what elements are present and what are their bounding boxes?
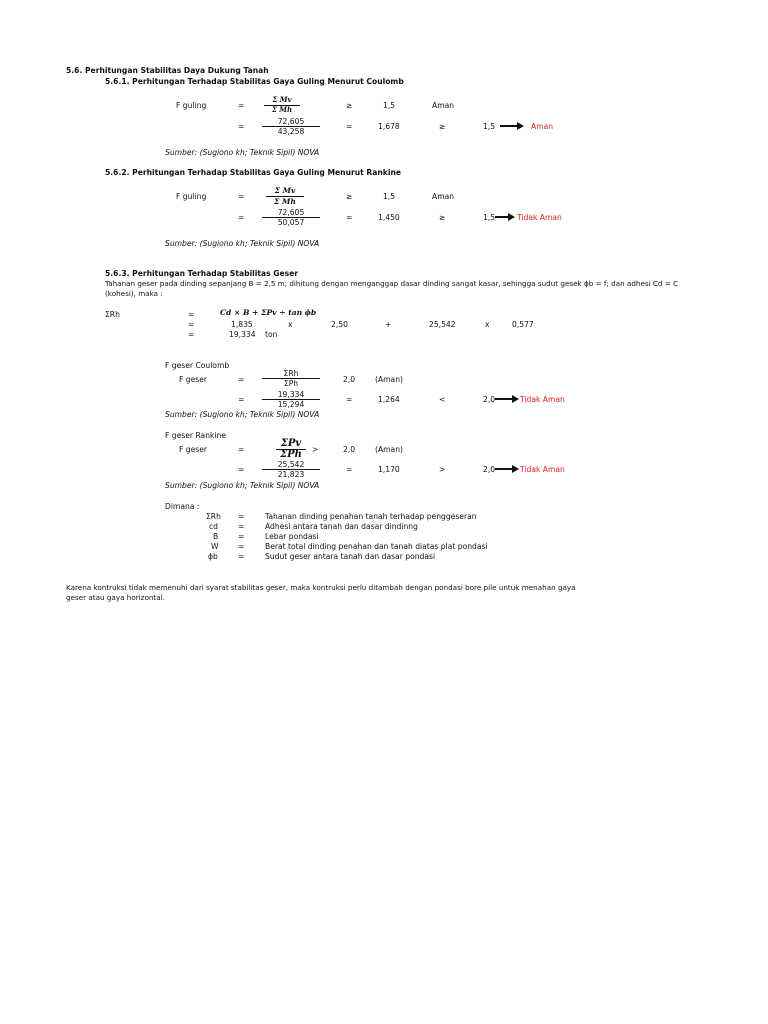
equals-sign: = (238, 552, 245, 561)
equals-sign: = (346, 122, 353, 131)
rh-label: ƩRh (105, 310, 120, 319)
equals-sign: = (346, 395, 353, 404)
operator-times: x (288, 320, 293, 329)
equals-sign: = (238, 512, 245, 521)
equals-sign: = (188, 320, 195, 329)
source-note: Sumber: (Sugiono kh; Teknik Sipil) NOVA (165, 481, 320, 490)
operator-plus: + (385, 320, 392, 329)
numerator-value: 19,334 (277, 390, 305, 399)
greater-than-sign: > (439, 465, 446, 474)
value-pv: 25,542 (429, 320, 456, 329)
status-text: Aman (432, 101, 455, 110)
limit-value: 1,5 (383, 101, 396, 110)
legend-description: Tahanan dinding penahan tanah terhadap penggeseran (265, 512, 477, 521)
numerator-symbol: ƩRh (283, 369, 299, 378)
f-guling-label: F guling (176, 101, 207, 110)
less-than-sign: < (439, 395, 446, 404)
numerator-symbol: ΣPv (280, 438, 302, 449)
denominator-symbol: ƩPh (283, 379, 299, 388)
ge-sign: ≥ (439, 122, 446, 131)
f-guling-label: F guling (176, 192, 207, 201)
status-badge-tidak-aman: Tidak Aman (520, 395, 565, 404)
denominator-value: 21,823 (277, 470, 305, 479)
arrow-right-icon (499, 121, 525, 131)
page-heading: 5.6. Perhitungan Stabilitas Daya Dukung Tanah (66, 66, 269, 75)
ge-sign: ≥ (346, 192, 353, 201)
limit-value: 2,0 (483, 465, 496, 474)
source-note: Sumber: (Sugiono kh; Teknik Sipil) NOVA (165, 410, 320, 419)
arrow-right-icon (494, 464, 520, 474)
greater-than-sign: > (312, 445, 319, 454)
rh-formula: Cd × B + ΣPv ÷ tan ɸb (220, 308, 317, 317)
equals-sign: = (238, 465, 245, 474)
section-title-geser: 5.6.3. Perhitungan Terhadap Stabilitas Geser (105, 269, 299, 278)
section-title-coulomb-guling: 5.6.1. Perhitungan Terhadap Stabilitas Gaya Guling Menurut Coulomb (105, 77, 404, 86)
limit-value: 2,0 (483, 395, 496, 404)
operator-times: x (485, 320, 490, 329)
denominator-symbol: ΣPh (280, 449, 302, 460)
numerator-value: 72,605 (277, 117, 305, 126)
numerator-symbol: Σ Mv (272, 95, 292, 104)
source-note: Sumber: (Sugiono kh; Teknik Sipil) NOVA (165, 148, 320, 157)
dimana-title: Dimana : (165, 502, 200, 511)
coulomb-title: F geser Coulomb (165, 361, 230, 370)
equals-sign: = (188, 310, 195, 319)
denominator-value: 15,294 (277, 400, 305, 409)
legend-symbol: B (213, 532, 219, 541)
f-geser-label: F geser (179, 375, 208, 384)
f-geser-label: F geser (179, 445, 208, 454)
status-text: (Aman) (375, 445, 403, 454)
limit-value: 2,0 (343, 445, 356, 454)
legend-description: Lebar pondasi (265, 532, 319, 541)
numerator-value: 72,605 (277, 208, 305, 217)
limit-value: 2,0 (343, 375, 356, 384)
result-value: 1,678 (378, 122, 400, 131)
value-cd: 1,835 (231, 320, 253, 329)
source-note: Sumber: (Sugiono kh; Teknik Sipil) NOVA (165, 239, 320, 248)
equals-sign: = (238, 101, 245, 110)
legend-description: Berat total dinding penahan dan tanah diatas plat pondasi (265, 542, 488, 551)
denominator-symbol: Σ Mh (271, 105, 293, 114)
limit-value: 1,5 (483, 122, 496, 131)
status-text: Aman (432, 192, 455, 201)
equals-sign: = (238, 192, 245, 201)
equals-sign: = (346, 465, 353, 474)
status-badge-tidak-aman: Tidak Aman (517, 213, 562, 222)
numerator-symbol: Σ Mv (274, 186, 296, 195)
limit-value: 1,5 (483, 213, 496, 222)
equals-sign: = (238, 375, 245, 384)
denominator-symbol: Σ Mh (274, 197, 296, 206)
value-tan: 0,577 (512, 320, 534, 329)
section-title-rankine-guling: 5.6.2. Perhitungan Terhadap Stabilitas Gaya Guling Menurut Rankine (105, 168, 401, 177)
conclusion-line-2: geser atau gaya horizontal. (66, 593, 165, 602)
rh-total: 19,334 (229, 330, 256, 339)
value-b: 2,50 (331, 320, 348, 329)
result-value: 1,264 (378, 395, 400, 404)
ge-sign: ≥ (346, 101, 353, 110)
legend-symbol: ƩRh (206, 512, 221, 521)
description-paragraph-cont: (kohesi), maka : (105, 289, 163, 298)
equals-sign: = (238, 395, 245, 404)
arrow-right-icon (494, 212, 516, 222)
equals-sign: = (238, 522, 245, 531)
equals-sign: = (238, 532, 245, 541)
legend-symbol: cd (209, 522, 218, 531)
legend-description: Adhesi antara tanah dan dasar dindinng (265, 522, 418, 531)
limit-value: 1,5 (383, 192, 396, 201)
rankine-title: F geser Rankine (165, 431, 227, 440)
status-badge-tidak-aman: Tidak Aman (520, 465, 565, 474)
legend-symbol: ɸb (208, 552, 218, 561)
equals-sign: = (238, 122, 245, 131)
status-text: (Aman) (375, 375, 403, 384)
result-value: 1,450 (378, 213, 400, 222)
arrow-right-icon (494, 394, 520, 404)
legend-description: Sudut geser antara tanah dan dasar pondasi (265, 552, 436, 561)
description-paragraph: Tahanan geser pada dinding sepanjang B = 2,5 m, dihitung dengan menganggap dasar dinding sangat kasar, sehingga sudut gesek ɸb = f; dan adhesi Cd = C (105, 279, 679, 288)
status-badge-aman: Aman (531, 122, 554, 131)
legend-symbol: W (211, 542, 219, 551)
result-value: 1,170 (378, 465, 400, 474)
denominator-value: 50,057 (277, 218, 305, 227)
conclusion-line-1: Karena kontruksi tidak memenuhi dari syarat stabilitas geser, maka kontruksi perlu ditambah dengan pondasi bore pile untuk menahan gaya (66, 583, 576, 592)
equals-sign: = (238, 542, 245, 551)
equals-sign: = (238, 213, 245, 222)
equals-sign: = (238, 445, 245, 454)
numerator-value: 25,542 (277, 460, 305, 469)
equals-sign: = (346, 213, 353, 222)
ge-sign: ≥ (439, 213, 446, 222)
denominator-value: 43,258 (277, 127, 305, 136)
rh-unit: ton (265, 330, 278, 339)
equals-sign: = (188, 330, 195, 339)
